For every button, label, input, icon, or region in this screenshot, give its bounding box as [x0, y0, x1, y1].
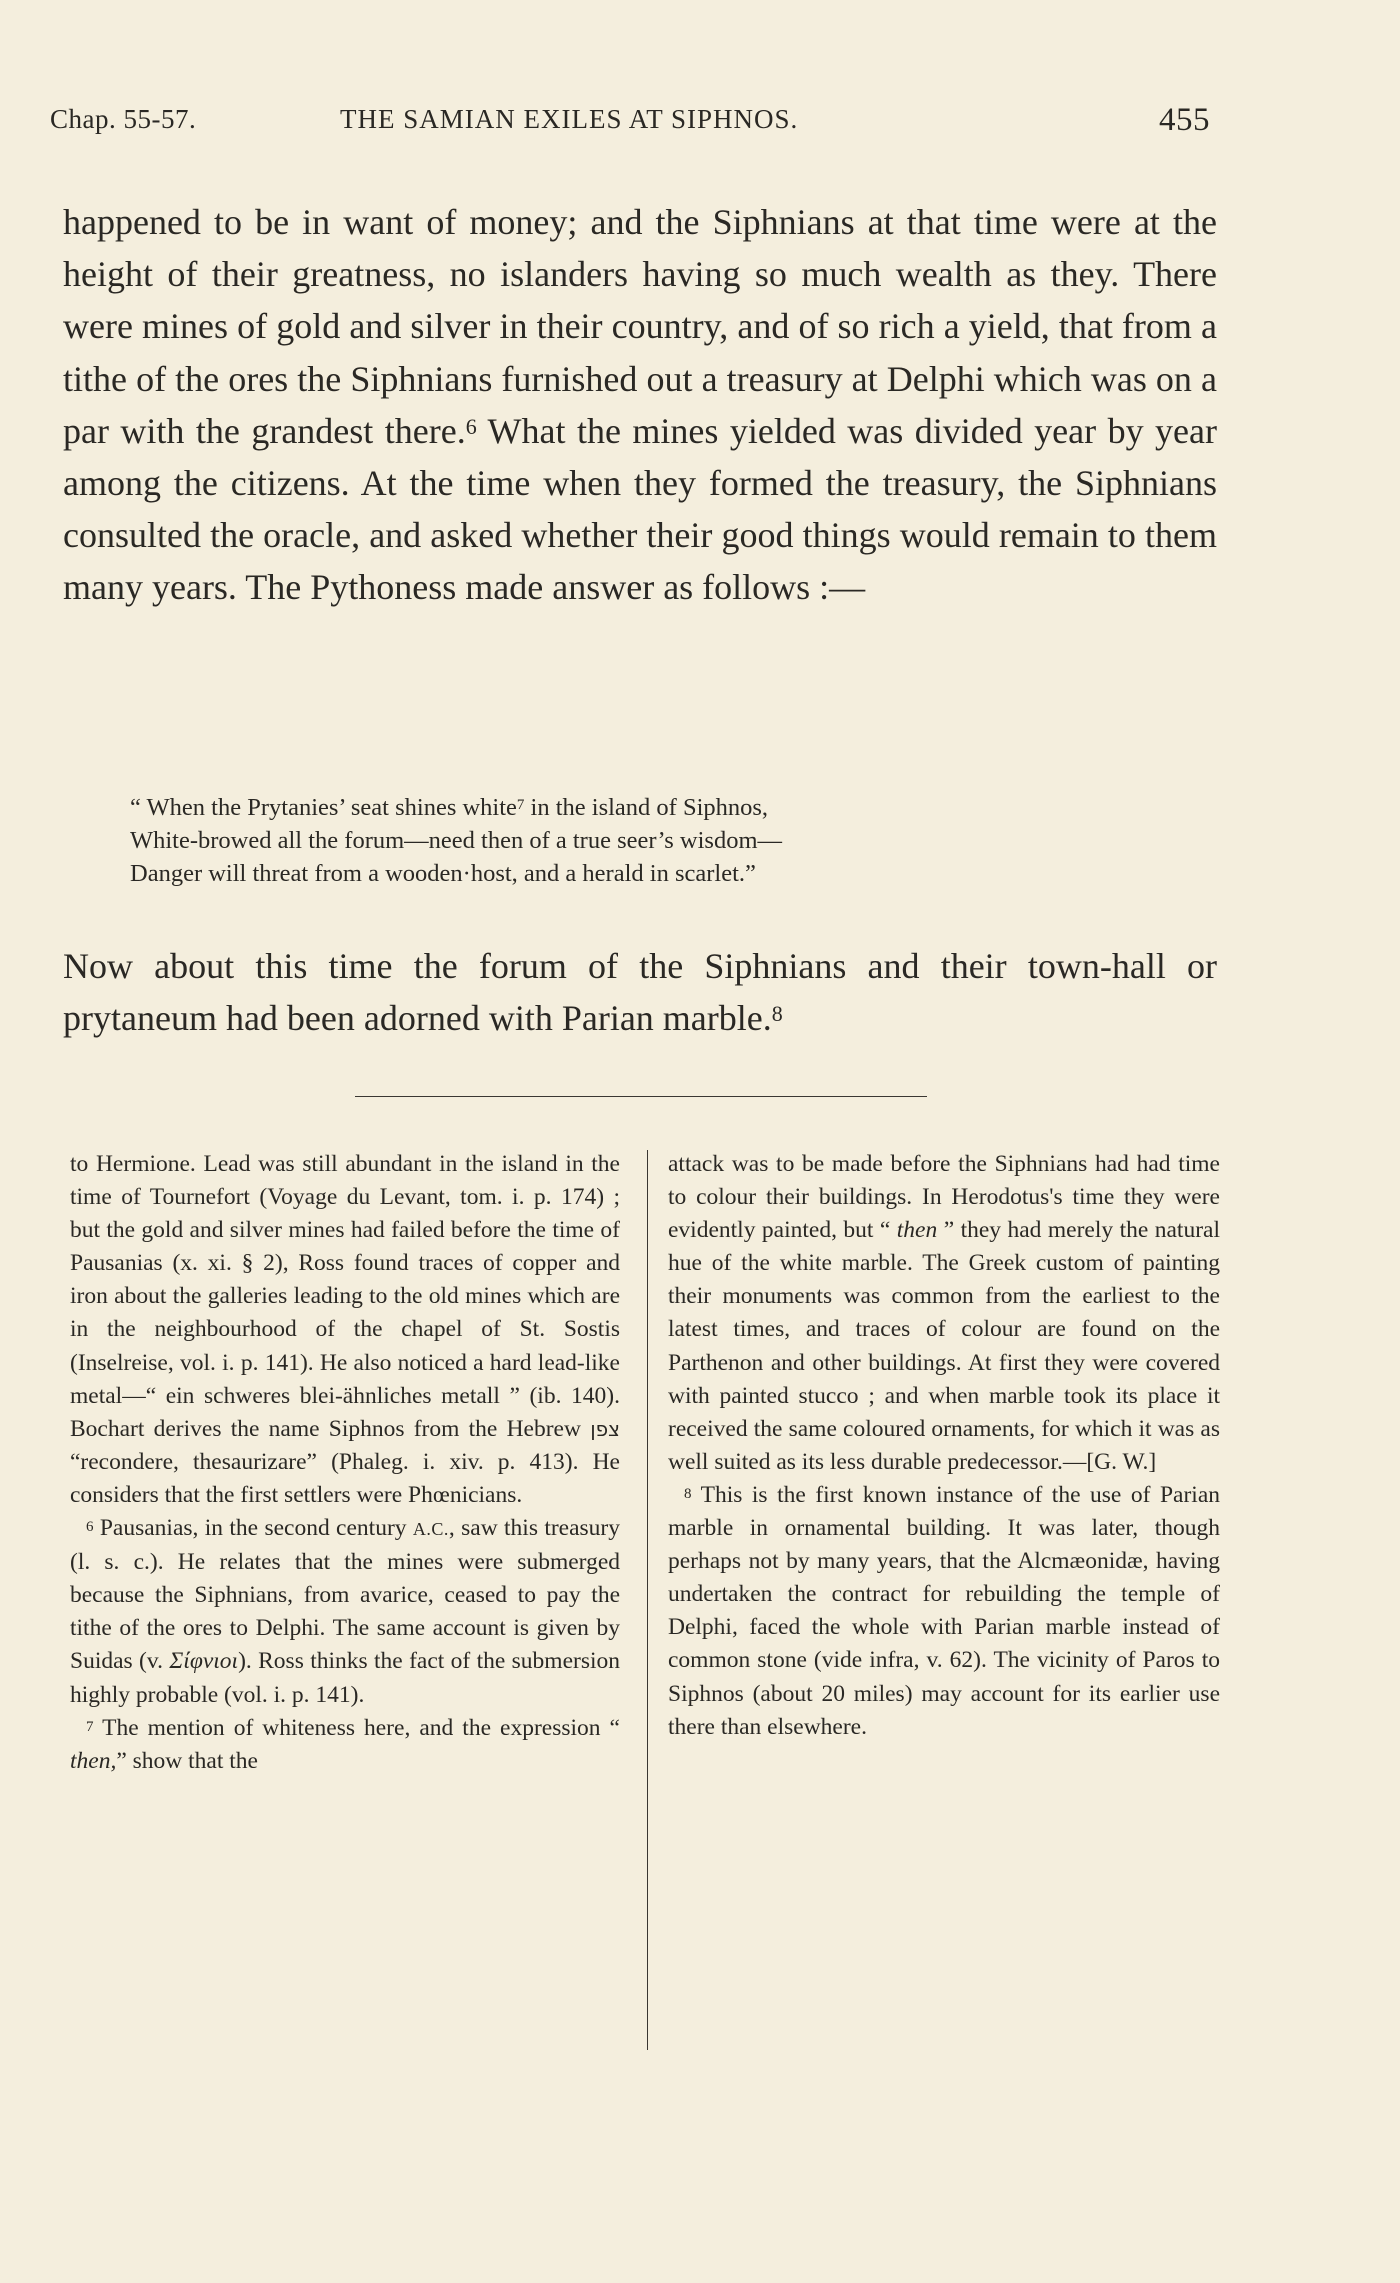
- footnote-ref-7: 7: [516, 797, 525, 813]
- footnotes-left-column: [70, 1148, 620, 1778]
- footnote-8: $^8$ This is the first known instance of the use of Parian marble in ornamental building. It was later, though perhaps not by many years, that the Alcmæonidæ, having undertaken the contract for rebuilding the temple of Delphi, faced the whole with Parian marble instead of common stone (vide infra, v. 62). The vicinity of Paros to Siphnos (about 20 miles) may account for its earlier use there than elsewhere.: [668, 1481, 1220, 1740]
- paragraph-text: happened to be in want of money; and the Siphnians at that time were at the height of their greatness, no islanders having so much wealth as they. There were mines of gold and silver in their country, and of so rich a yield, that from a tithe of the ores the Siphnians furnished out a treasury at Delphi which was on a par with the grandest there.: [63, 202, 1217, 451]
- footnote-divider: [355, 1096, 927, 1097]
- chapter-reference: Chap. 55-57.: [50, 104, 197, 134]
- page-number: 455: [1159, 102, 1210, 138]
- column-divider: [647, 1150, 648, 2050]
- footnote-continued: to Hermione. Lead was still abundant in the island in the time of Tournefort (Voyage du Levant, tom. i. p. 174) ; but the gold and silver mines had failed before the time of Pausanias (x. xi. § 2), Ross found traces of copper and iron about the galleries leading to the old mines which are in the neighbourhood of the chapel of St. Sostis (Inselreise, vol. i. p. 141). He also noticed a hard lead-like metal—“ ein schweres blei-ähnliches metall ” (ib. 140). Bochart derives the name Siphnos from the Hebrew צפן “recondere, thesaurizare” (Phaleg. i. xiv. p. 413). He considers that the first settlers were Phœnicians.: [70, 1151, 620, 1508]
- main-paragraph: [63, 196, 1217, 614]
- verse-line-2: White-browed all the forum—need then of a true seer’s wisdom—: [130, 827, 783, 854]
- footnote-6: $^6$ Pausanias, in the second century A.C., saw this treasury (l. s. c.). He relates that the mines were submerged because the Siphnians, from avarice, ceased to pay the tithe of the ores to Delphi. The same account is given by Suidas (v. Σίφνιοι). Ross thinks the fact of the submersion highly probable (vol. i. p. 141).: [70, 1515, 621, 1708]
- footnote-ref-8: 8: [771, 1001, 783, 1027]
- oracle-verse: [130, 791, 1230, 890]
- hebrew-word: צפן: [590, 1416, 620, 1441]
- paragraph-text: Now about this time the forum of the Siphnians and their town-hall or prytaneum had been adorned with Parian marble.: [63, 946, 1217, 1039]
- footnote-7-continued: attack was to be made before the Siphnians had had time to colour their buildings. In Herodotus's time they were evidently painted, but “ then ” they had merely the natural hue of the white marble. The Greek custom of painting their monuments was common from the earliest to the latest times, and traces of colour are found on the Parthenon and other buildings. At first they were covered with painted stucco ; and when marble took its place it received the same coloured ornaments, for which it was as well suited as its less durable predecessor.—[G. W.]: [668, 1151, 1220, 1475]
- footnote-ref-6: 6: [465, 413, 477, 439]
- verse-line-1: “ When the Prytanies’ seat shines white$^7$ in the island of Siphnos,: [130, 794, 769, 821]
- paragraph-text-continued: What the mines yielded was divided year by year among the citizens. At the time when they formed the treasury, the Siphnians consulted the oracle, and asked whether their good things would remain to them many years. The Pythoness made answer as follows :—: [63, 410, 1217, 608]
- footnotes-right-column: [668, 1148, 1220, 1744]
- footnote-7: $^7$ The mention of whiteness here, and the expression “ then,” show that the: [70, 1714, 620, 1774]
- verse-line-3: Danger will threat from a wooden·host, and a herald in scarlet.”: [130, 860, 756, 887]
- main-paragraph-2: [63, 940, 1217, 1044]
- running-head: [50, 104, 1210, 144]
- page-title: THE SAMIAN EXILES AT SIPHNOS.: [340, 104, 799, 134]
- greek-word: Σίφνιοι: [169, 1648, 239, 1675]
